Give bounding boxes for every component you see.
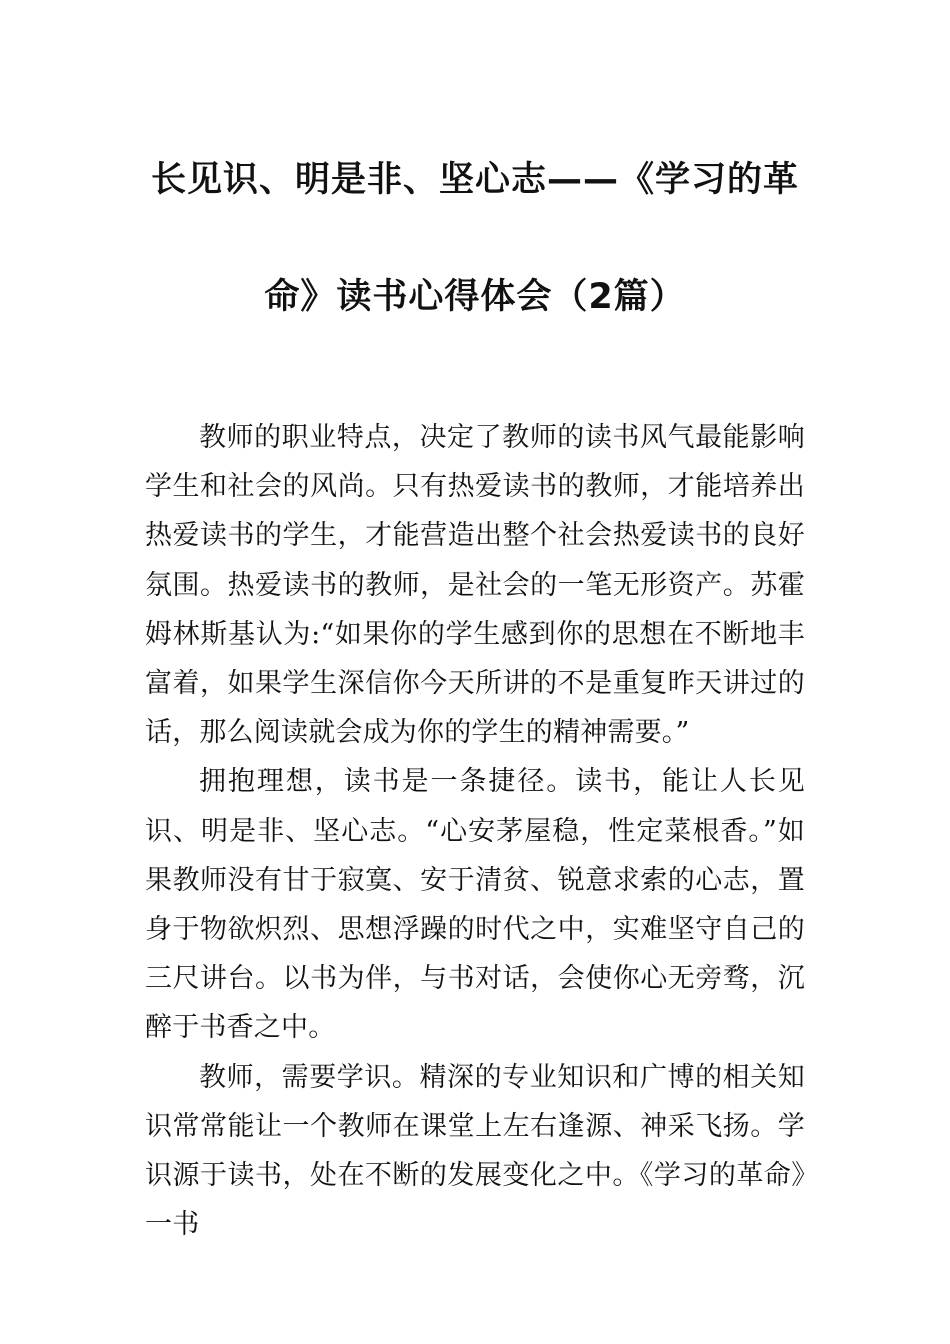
document-body xyxy=(145,413,805,1249)
paragraph-3: 教师，需要学识。精深的专业知识和广博的相关知识常常能让一个教师在课堂上左右逢源、神采飞扬。学识源于读书，处在不断的发展变化之中。《学习的革命》一书 xyxy=(145,1061,805,1241)
document-title-line-2: 命》读书心得体会（2篇） xyxy=(264,277,686,317)
paragraph-1: 教师的职业特点，决定了教师的读书风气最能影响学生和社会的风尚。只有热爱读书的教师，才能培养出热爱读书的学生，才能营造出整个社会热爱读书的良好氛围。热爱读书的教师，是社会的一笔无形资产。苏霍姆林斯基认为:“如果你的学生感到你的思想在不断地丰富着，如果学生深信你今天所讲的不是重复昨天讲过的话，那么阅读就会成为你的学生的精神需要。” xyxy=(145,422,805,749)
paragraph-2: 拥抱理想，读书是一条捷径。读书，能让人长见识、明是非、坚心志。“心安茅屋稳，性定菜根香。”如果教师没有甘于寂寞、安于清贫、锐意求索的心志，置身于物欲炽烈、思想浮躁的时代之中，实难坚守自己的三尺讲台。以书为伴，与书对话，会使你心无旁骛，沉醉于书香之中。 xyxy=(145,766,805,1044)
document-title-line-1: 长见识、明是非、坚心志——《学习的革 xyxy=(150,160,799,200)
